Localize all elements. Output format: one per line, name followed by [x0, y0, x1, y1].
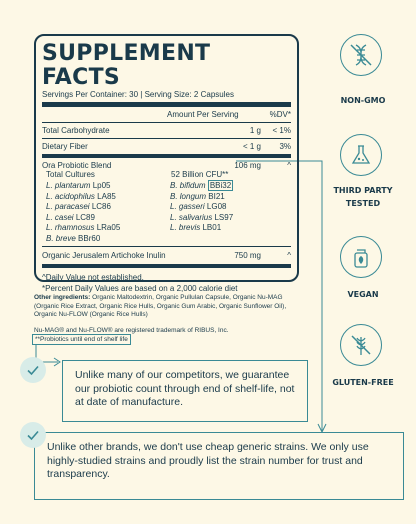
- wheat-crossed-icon: [340, 324, 382, 366]
- dv-note: ^Daily Value not established.: [42, 273, 144, 282]
- dv-header: %DV*: [269, 110, 291, 119]
- strain-list: [42, 181, 291, 247]
- trademark-note: Nu-MAG® and Nu-FLOW® are registered trademark of RIBUS, Inc.: [34, 327, 229, 334]
- facts-title: SUPPLEMENT FACTS: [42, 41, 211, 90]
- strain-callout: [34, 432, 404, 500]
- facts-header: [42, 107, 291, 123]
- highlighted-strain-code: BBi32: [209, 181, 232, 190]
- vegan-jar-icon: [340, 236, 382, 278]
- callout-text: Unlike many of our competitors, we guarantee our probiotic count through end of shelf-life, not at date of manufacture.: [75, 369, 295, 408]
- shelf-life-callout: [62, 360, 308, 422]
- gluten-free-label: GLUTEN-FREE: [332, 378, 394, 387]
- serving-info: Servings Per Container: 30 | Serving Size: 2 Capsules: [42, 90, 291, 107]
- calorie-note: *Percent Daily Values are based on a 2,000 calorie diet: [42, 284, 238, 293]
- vegan-label: VEGAN: [347, 290, 379, 299]
- facts-row: Total Carbohydrate 1 g < 1%: [42, 123, 291, 139]
- strain-item: L. salivarius LS97: [170, 212, 234, 222]
- inulin-row: Organic Jerusalem Artichoke Inulin 750 mg ^: [42, 247, 291, 268]
- strain-item: B. breve BBr60: [46, 233, 101, 243]
- strain-item: B. longum BI21: [170, 191, 225, 201]
- strain-item: L. rhamnosus LRa05: [46, 223, 121, 232]
- strain-item: L. acidophilus LA85: [46, 191, 116, 201]
- non-gmo-label: NON-GMO: [340, 96, 386, 105]
- strain-item: L. brevis LB01: [170, 223, 222, 232]
- supplement-facts-panel: [34, 34, 299, 293]
- third-party-tested-label: THIRD PARTY TESTED: [333, 186, 393, 208]
- strain-item: L. casei LC89: [46, 212, 95, 222]
- flask-icon: [340, 134, 382, 176]
- shelf-life-note: **Probiotics until end of shelf life: [32, 334, 131, 345]
- strain-item: L. plantarum Lp05: [46, 181, 111, 190]
- check-icon: [20, 422, 46, 448]
- probiotic-blend: Ora Probiotic Blend 106 mg ^ Total Cultures 52 Billion CFU**: [42, 161, 291, 179]
- strain-item: B. bifidum BBi32: [170, 181, 232, 190]
- other-ingredients: Other ingredients: Organic Maltodextrin, Organic Pullulan Capsule, Organic Nu-MAG (Organic Rice Extract, Organic Rice Hulls, Organic Gum Arabic, Organic Sunflower Oil), Organic Nu-FLOW (Organic Rice Hulls): [34, 294, 287, 319]
- check-icon: [20, 357, 46, 383]
- dna-crossed-icon: [340, 34, 382, 76]
- strain-item: L. paracasei LC86: [46, 202, 111, 211]
- strain-item: L. gasseri LG08: [170, 202, 227, 211]
- amount-header: Amount Per Serving: [167, 110, 239, 119]
- callout-text: Unlike other brands, we don't use cheap generic strains. We only use highly-studied strains and proudly list the strain number for trust and transparency.: [47, 441, 369, 480]
- facts-row: Dietary Fiber < 1 g 3%: [42, 139, 291, 158]
